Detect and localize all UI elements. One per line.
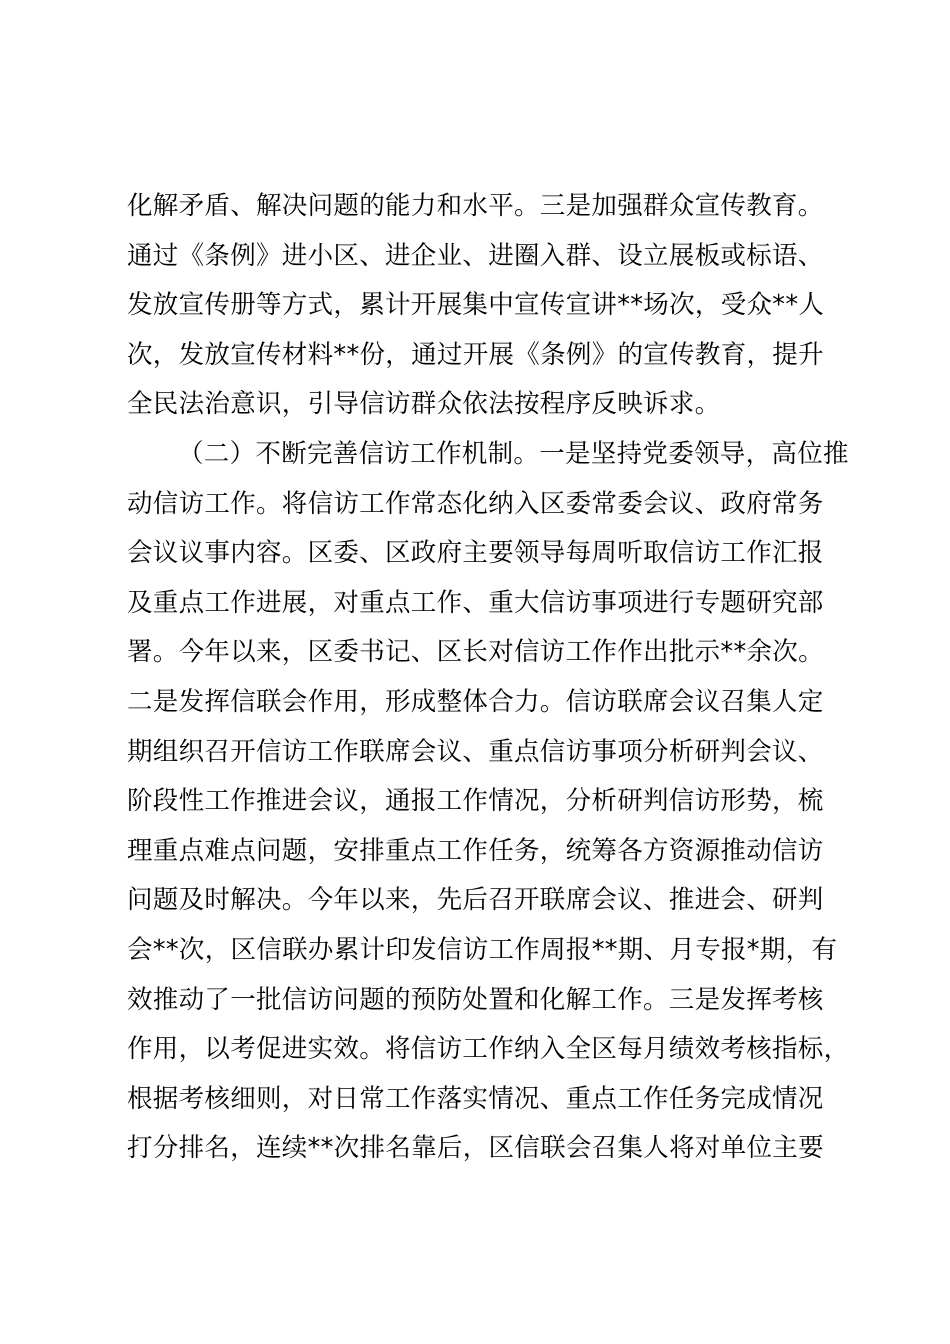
section-heading-line: （二）不断完善信访工作机制。一是坚持党委领导，高位推 [178,438,849,469]
text-line: 理重点难点问题，安排重点工作任务，统筹各方资源推动信访 [127,835,824,866]
text-line: 及重点工作进展，对重点工作、重大信访事项进行专题研究部 [127,587,824,618]
text-line: 打分排名，连续**次排名靠后，区信联会召集人将对单位主要 [127,1133,824,1164]
text-line: 发放宣传册等方式，累计开展集中宣传宣讲**场次，受众**人 [127,290,825,321]
text-line: 署。今年以来，区委书记、区长对信访工作作出批示**余次。 [127,637,824,668]
text-line: 根据考核细则，对日常工作落实情况、重点工作任务完成情况 [127,1083,824,1114]
text-line: 通过《条例》进小区、进企业、进圈入群、设立展板或标语、 [127,240,824,271]
text-line: 期组织召开信访工作联席会议、重点信访事项分析研判会议、 [127,736,824,767]
text-line: 问题及时解决。今年以来，先后召开联席会议、推进会、研判 [127,885,824,916]
text-line: 效推动了一批信访问题的预防处置和化解工作。三是发挥考核 [127,984,824,1015]
text-line: 动信访工作。将信访工作常态化纳入区委常委会议、政府常务 [127,488,824,519]
text-line: 次，发放宣传材料**份，通过开展《条例》的宣传教育，提升 [127,339,824,370]
text-line: 会**次，区信联办累计印发信访工作周报**期、月专报*期，有 [127,934,838,965]
text-line: 作用，以考促进实效。将信访工作纳入全区每月绩效考核指标， [127,1034,850,1065]
text-line: 二是发挥信联会作用，形成整体合力。信访联席会议召集人定 [127,686,824,717]
text-line: 化解矛盾、解决问题的能力和水平。三是加强群众宣传教育。 [127,191,824,221]
text-line: 会议议事内容。区委、区政府主要领导每周听取信访工作汇报 [127,538,824,569]
text-line: 全民法治意识，引导信访群众依法按程序反映诉求。 [127,389,721,420]
document-body [127,182,850,1174]
text-line: 阶段性工作推进会议，通报工作情况，分析研判信访形势，梳 [127,786,824,817]
